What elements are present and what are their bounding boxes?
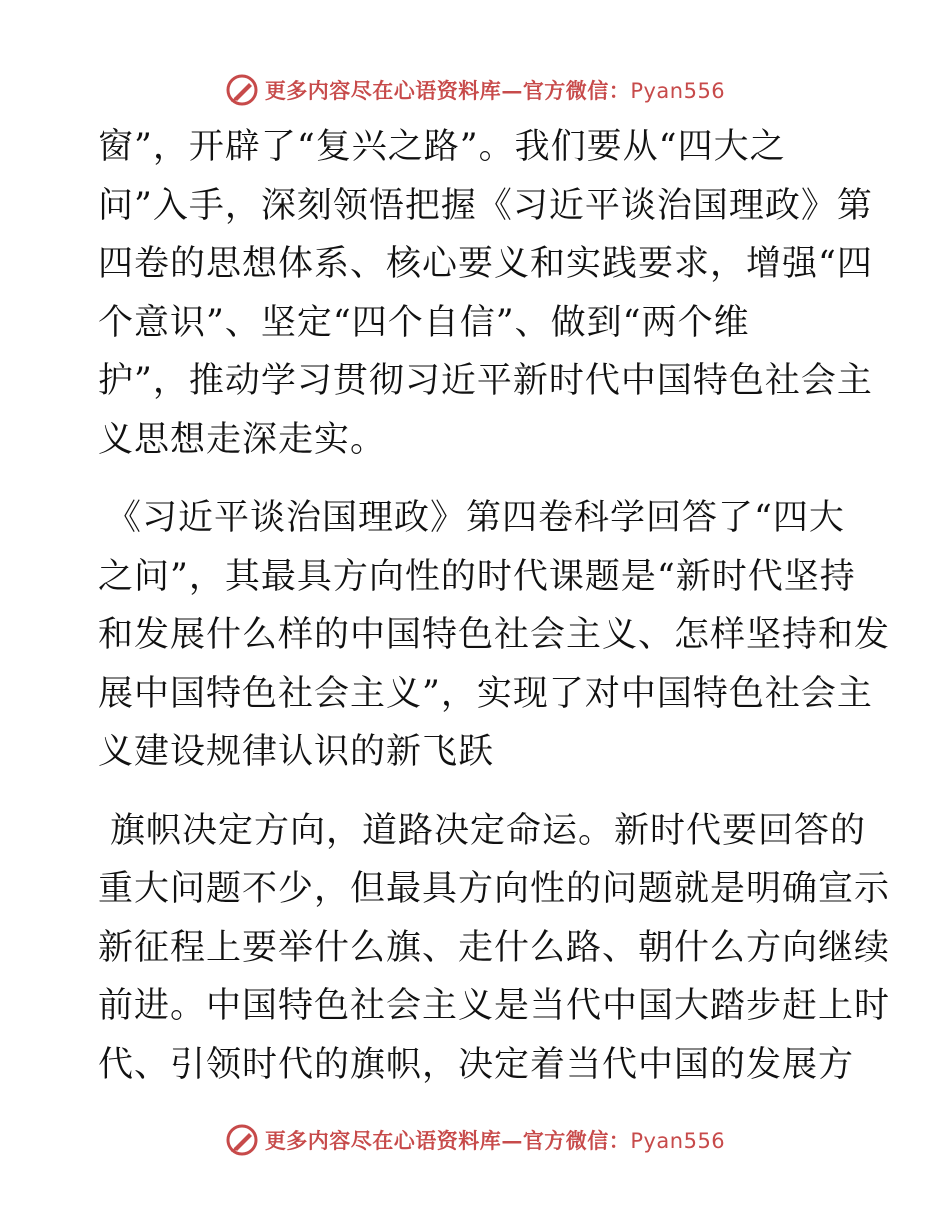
text-line: 展中国特色社会主义”，实现了对中国特色社会主	[98, 673, 873, 714]
quill-logo-icon	[225, 1123, 259, 1157]
header-site-text: 更多内容尽在心语资料库	[264, 78, 502, 103]
text-line: 代、引领时代的旗帜，决定着当代中国的发展方	[98, 1044, 855, 1085]
header-text	[265, 75, 725, 105]
text-line: 问”入手，深刻领悟把握《习近平谈治国理政》第	[98, 185, 873, 226]
quill-logo-icon	[225, 73, 259, 107]
header-wechat-label: 官方微信：	[522, 78, 631, 103]
text-line: 个意识”、坚定“四个自信”、做到“两个维	[98, 302, 750, 343]
header-dash: —	[501, 78, 523, 103]
paragraph-3	[98, 802, 891, 1095]
paragraph-1	[98, 118, 873, 469]
text-line: 重大问题不少，但最具方向性的问题就是明确宣示	[98, 869, 891, 909]
footer-text	[265, 1125, 725, 1155]
footer-site-text: 更多内容尽在心语资料库	[264, 1128, 502, 1153]
header-wechat-id: Pyan556	[630, 79, 726, 103]
header-banner	[0, 70, 950, 110]
text-line: 义思想走深走实。	[98, 419, 387, 460]
text-line: 护”，推动学习贯彻习近平新时代中国特色社会主	[98, 361, 873, 401]
text-line: 之问”，其最具方向性的时代课题是“新时代坚持	[98, 556, 856, 597]
footer-wechat-id: Pyan556	[630, 1129, 726, 1153]
text-line: 新征程上要举什么旗、走什么路、朝什么方向继续	[98, 927, 891, 968]
text-line: 义建设规律认识的新飞跃	[98, 732, 495, 772]
text-line: 《习近平谈治国理政》第四卷科学回答了“四大	[106, 498, 845, 538]
footer-wechat-label: 官方微信：	[522, 1128, 631, 1153]
text-line: 四卷的思想体系、核心要义和实践要求，增强“四	[98, 244, 873, 284]
text-line: 窗”，开辟了“复兴之路”。我们要从“四大之	[98, 127, 786, 167]
text-line: 前进。中国特色社会主义是当代中国大踏步赶上时	[98, 986, 891, 1026]
footer-dash: —	[501, 1128, 523, 1153]
text-line: 和发展什么样的中国特色社会主义、怎样坚持和发	[98, 615, 891, 655]
document-body	[98, 118, 891, 1094]
footer-banner	[0, 1120, 950, 1160]
text-line: 旗帜决定方向，道路决定命运。新时代要回答的	[110, 810, 867, 851]
paragraph-2	[98, 489, 891, 782]
